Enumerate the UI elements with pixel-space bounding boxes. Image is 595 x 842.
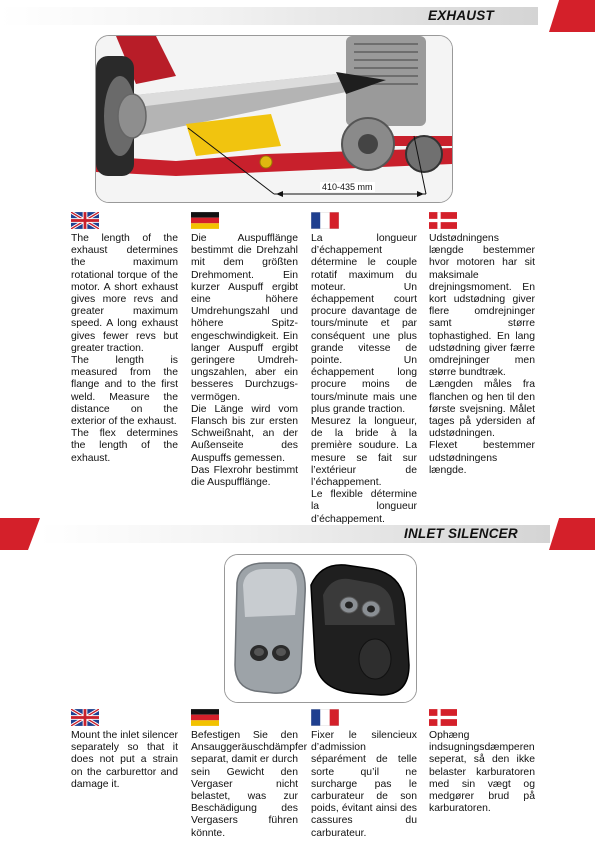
danish-flag-icon (429, 709, 457, 726)
paragraph: Ophæng indsugningsdæmperen seperat, så den ikke belaster karburatoren med sin vægt og medgører brud på karburatoren. (429, 730, 535, 815)
inlet-text-fr (311, 730, 417, 840)
german-flag-icon (191, 709, 219, 726)
exhaust-title: EXHAUST (428, 8, 494, 23)
paragraph: Das Flexrohr bestimmt die Auspufflänge. (191, 464, 298, 489)
uk-flag-icon (71, 709, 99, 726)
exhaust-text-da (429, 233, 535, 477)
paragraph: Udstødningens længde bestemmer hvor motoren har sit maksimale drejningsmoment. En kort udstødning giver flere omdrejninger samt større tophastighed. En lang udstødning giver færre omdrejninger men større bundtræk. (429, 233, 535, 379)
exhaust-text-fr (311, 233, 417, 526)
danish-flag-icon (429, 212, 457, 229)
paragraph: The flex determines the length of the exhaust. (71, 428, 178, 464)
paragraph: Le flexible détermine la longueur d’échappement. (311, 489, 417, 525)
exhaust-length-measurement: 410-435 mm (322, 182, 373, 192)
inlet-text-en (71, 730, 178, 791)
paragraph: La longueur d’échappement détermine le couple rotatif maximum du moteur. Un échappement court procure davantage de tours/minute et par conséquent une plus grande vitesse de pointe. Un échappement long procure moins de tours/minute mais une plus grande traction. (311, 233, 417, 415)
paragraph: Flexet bestemmer udstødningens længde. (429, 440, 535, 476)
uk-flag-icon (71, 212, 99, 229)
paragraph: Befestigen Sie den Ansauggeräuschdämpfer separat, damit er durch sein Gewicht den Vergaser nicht belastet, was zur Beschädigung des Vergasers führen könnte. (191, 730, 308, 839)
exhaust-text-de (191, 233, 298, 489)
french-flag-icon (311, 212, 339, 229)
inlet-silencer-illustration (225, 555, 416, 702)
inlet-text-de (191, 730, 308, 840)
paragraph: Fixer le silencieux d’admission séparément de telle sorte qu’il ne surcharge pas le carburateur de son poids, évitant ainsi des cassures du carburateur. (311, 730, 417, 839)
paragraph: The length of the exhaust determines the maximum rotational torque of the motor. A short exhaust gives more revs and greater maximum speed. A long exhaust gives fewer revs but greater traction. (71, 233, 178, 354)
inlet-silencer-title: INLET SILENCER (404, 526, 518, 541)
inlet-text-da (429, 730, 535, 815)
german-flag-icon (191, 212, 219, 229)
paragraph: Mount the inlet silencer separately so that it does not put a strain on the carburettor and damage it. (71, 730, 178, 790)
paragraph: Mesurez la longueur, de la bride à la première soudure. La mesure se fait sur l’extérieur de l’échappement. (311, 416, 417, 489)
inlet-silencer-photo (224, 554, 417, 703)
exhaust-illustration (96, 36, 452, 202)
paragraph: Længden måles fra flanchen og hen til den første svejsning. Målet tages på ydersiden af udstødningen. (429, 379, 535, 440)
exhaust-photo (95, 35, 453, 203)
french-flag-icon (311, 709, 339, 726)
paragraph: The length is measured from the flange and to the first weld. Measure the distance on the exterior of the exhaust. (71, 355, 178, 428)
paragraph: Die Länge wird vom Flansch bis zur ersten Schweißnaht, an der Außenseite des Auspuffs gemessen. (191, 403, 298, 464)
paragraph: Die Auspufflänge bestimmt die Drehzahl mit dem größten Drehmoment. Ein kurzer Auspuff ergibt eine höhere Umdrehungszahl und höhere Spitz-engeschwindigkeit. Ein langer Auspuff ergibt geringere Umdreh-ungszahlen, aber ein besseres Durchzugs-vermögen. (191, 233, 298, 403)
exhaust-text-en (71, 233, 178, 465)
exhaust-header-bar (0, 0, 595, 32)
